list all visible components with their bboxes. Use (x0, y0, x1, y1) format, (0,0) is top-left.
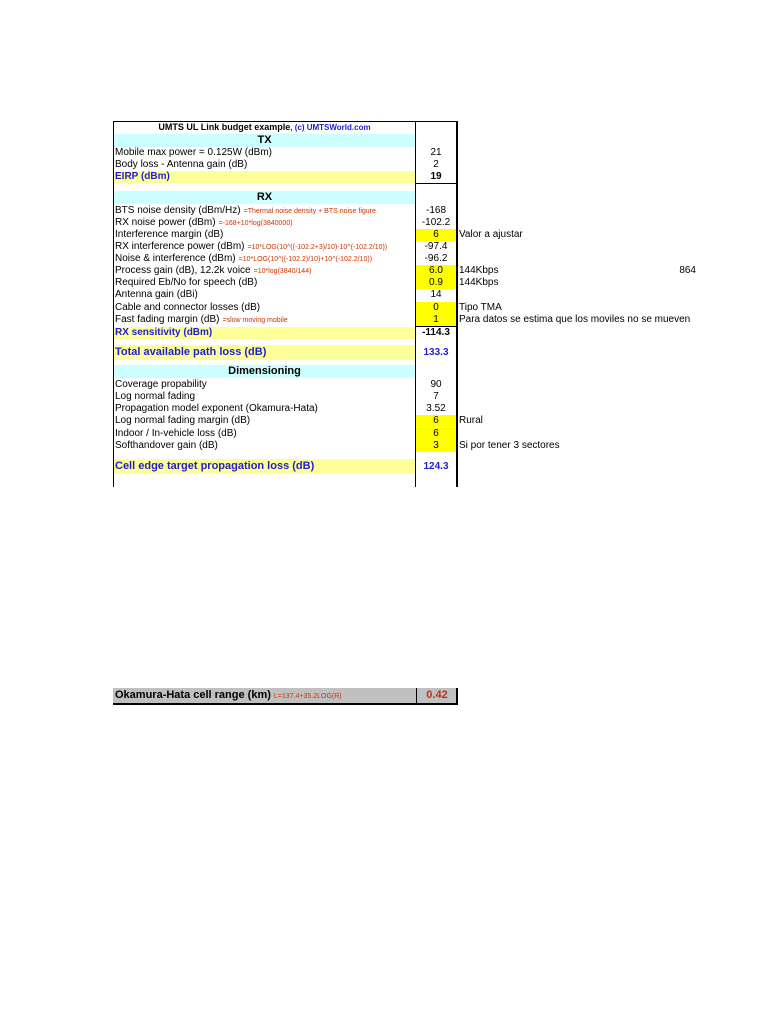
row-bts-noise[interactable] (114, 205, 456, 217)
row-value[interactable]: 3 (433, 440, 439, 451)
row-label: Cable and connector losses (dB) (115, 302, 261, 313)
row-log-normal-fading[interactable] (114, 391, 456, 403)
row-value[interactable]: 6 (433, 415, 439, 426)
row-label: Body loss - Antenna gain (dB) (115, 159, 248, 170)
row-label: RX sensitivity (dBm) (115, 327, 213, 338)
row-value[interactable]: -97.4 (424, 241, 448, 252)
eirp-underline (416, 183, 456, 184)
cell-range-value[interactable]: 0.42 (426, 689, 448, 701)
row-label: Indoor / In-vehicle loss (dB) (115, 428, 237, 439)
note-process-gain: 144Kbps (459, 265, 499, 276)
row-sho-gain[interactable] (114, 440, 456, 452)
row-value[interactable]: 133.3 (423, 347, 449, 358)
title-credit: , (c) UMTSWorld.com (290, 123, 371, 132)
row-label: RX interference power (dBm) =10*LOG(10^((-102.2+3)/10)-10^(-102.2/10)) (115, 241, 388, 252)
row-label: Coverage propability (115, 379, 207, 390)
extra-value-864[interactable]: 864 (679, 265, 696, 276)
row-noise-interference[interactable] (114, 253, 456, 265)
formula-text: =10*LOG(10^((-102.2+3)/10)-10^(-102.2/10)) (247, 244, 388, 251)
row-cell-edge-loss[interactable] (114, 459, 415, 474)
row-label: Log normal fading margin (dB) (115, 415, 251, 426)
row-label: Total available path loss (dB) (115, 346, 267, 358)
row-value[interactable]: 0.9 (429, 277, 443, 288)
sheet-title (114, 122, 415, 133)
row-value[interactable]: 14 (430, 289, 442, 300)
cell-range-label: Okamura-Hata cell range (km) L=137.4+35.2LOG(R) (115, 689, 342, 701)
note-sho-gain: Si por tener 3 sectores (459, 440, 560, 451)
row-label: EIRP (dBm) (115, 171, 170, 182)
row-label: Noise & interference (dBm) =10*LOG(10^((-102.2)/10)+10^(-102.2/10)) (115, 253, 373, 264)
row-rx-sensitivity[interactable] (114, 327, 415, 339)
row-label: Propagation model exponent (Okamura-Hata) (115, 403, 318, 414)
row-value[interactable]: 21 (430, 147, 442, 158)
formula-text: L=137.4+35.2LOG(R) (273, 693, 342, 700)
row-cable-loss[interactable] (114, 302, 456, 314)
note-cable-loss: Tipo TMA (459, 302, 502, 313)
section-header-rx: RX (114, 191, 415, 204)
row-label: Interference margin (dB) (115, 229, 224, 240)
section-header-dimensioning: Dimensioning (114, 365, 415, 378)
title-text: UMTS UL Link budget example (158, 122, 291, 132)
cell-edge-value-cell[interactable] (416, 459, 456, 474)
note-lnf-margin: Rural (459, 415, 483, 426)
row-antenna-gain[interactable] (114, 289, 456, 301)
section-header-tx: TX (114, 134, 415, 147)
row-value[interactable]: 124.3 (423, 461, 449, 472)
row-mobile-power[interactable] (114, 147, 456, 159)
cell-range-row[interactable] (113, 688, 457, 703)
row-label: Log normal fading (115, 391, 196, 402)
row-value[interactable]: 6 (433, 229, 439, 240)
row-interference-margin[interactable] (114, 229, 456, 241)
row-rx-interference[interactable] (114, 241, 456, 253)
row-value[interactable]: 6.0 (429, 265, 443, 276)
rx-sensitivity-value-cell[interactable] (416, 327, 456, 339)
note-fast-fading: Para datos se estima que los moviles no se mueven (459, 314, 691, 325)
row-indoor-loss[interactable] (114, 428, 456, 440)
row-label: Antenna gain (dBi) (115, 289, 198, 300)
formula-text: =Thermal noise density + BTS noise figure (243, 208, 376, 215)
row-rx-noise[interactable] (114, 217, 456, 229)
row-process-gain[interactable] (114, 265, 456, 277)
formula-text: =slow moving mobile (222, 317, 288, 324)
formula-text: =-168+10*log(3840000) (218, 220, 293, 227)
row-label: Process gain (dB), 12.2k voice =10*log(3840/144) (115, 265, 312, 276)
row-value[interactable]: 3.52 (426, 403, 446, 414)
row-value[interactable]: 90 (430, 379, 442, 390)
row-value[interactable]: -102.2 (421, 217, 451, 228)
row-label: Cell edge target propagation loss (dB) (115, 460, 315, 472)
note-interference-margin: Valor a ajustar (459, 229, 523, 240)
cell-range-bottom-border (113, 703, 457, 705)
row-propagation-exponent[interactable] (114, 403, 456, 415)
row-value[interactable]: 0 (433, 302, 439, 313)
row-value[interactable]: 6 (433, 428, 439, 439)
row-value[interactable]: -114.3 (422, 327, 450, 338)
path-loss-value-cell[interactable] (416, 345, 456, 360)
row-label: Mobile max power = 0.125W (dBm) (115, 147, 273, 158)
row-eirp[interactable] (114, 171, 415, 183)
row-path-loss[interactable] (114, 345, 415, 360)
row-body-loss[interactable] (114, 159, 456, 171)
formula-text: =10*log(3840/144) (253, 268, 312, 275)
formula-text: =10*LOG(10^((-102.2)/10)+10^(-102.2/10)) (238, 256, 373, 263)
row-value[interactable]: 1 (433, 314, 439, 325)
row-eb-no[interactable] (114, 277, 456, 289)
row-fast-fading[interactable] (114, 314, 456, 326)
row-label: RX noise power (dBm) =-168+10*log(3840000) (115, 217, 293, 228)
table-border-right (456, 121, 458, 487)
cell-range-right-border (456, 688, 458, 705)
eirp-value-cell[interactable] (416, 171, 456, 183)
row-value[interactable]: -96.2 (424, 253, 448, 264)
note-eb-no: 144Kbps (459, 277, 499, 288)
row-value[interactable]: 2 (433, 159, 439, 170)
row-lnf-margin[interactable] (114, 415, 456, 427)
row-label: BTS noise density (dBm/Hz) =Thermal noise density + BTS noise figure (115, 205, 376, 216)
row-value[interactable]: -168 (425, 205, 446, 216)
row-label: Fast fading margin (dB) =slow moving mobile (115, 314, 288, 325)
row-label: Required Eb/No for speech (dB) (115, 277, 258, 288)
row-value[interactable]: 7 (433, 391, 439, 402)
row-value[interactable]: 19 (430, 171, 442, 182)
row-coverage-probability[interactable] (114, 379, 456, 391)
row-label: Softhandover gain (dB) (115, 440, 218, 451)
